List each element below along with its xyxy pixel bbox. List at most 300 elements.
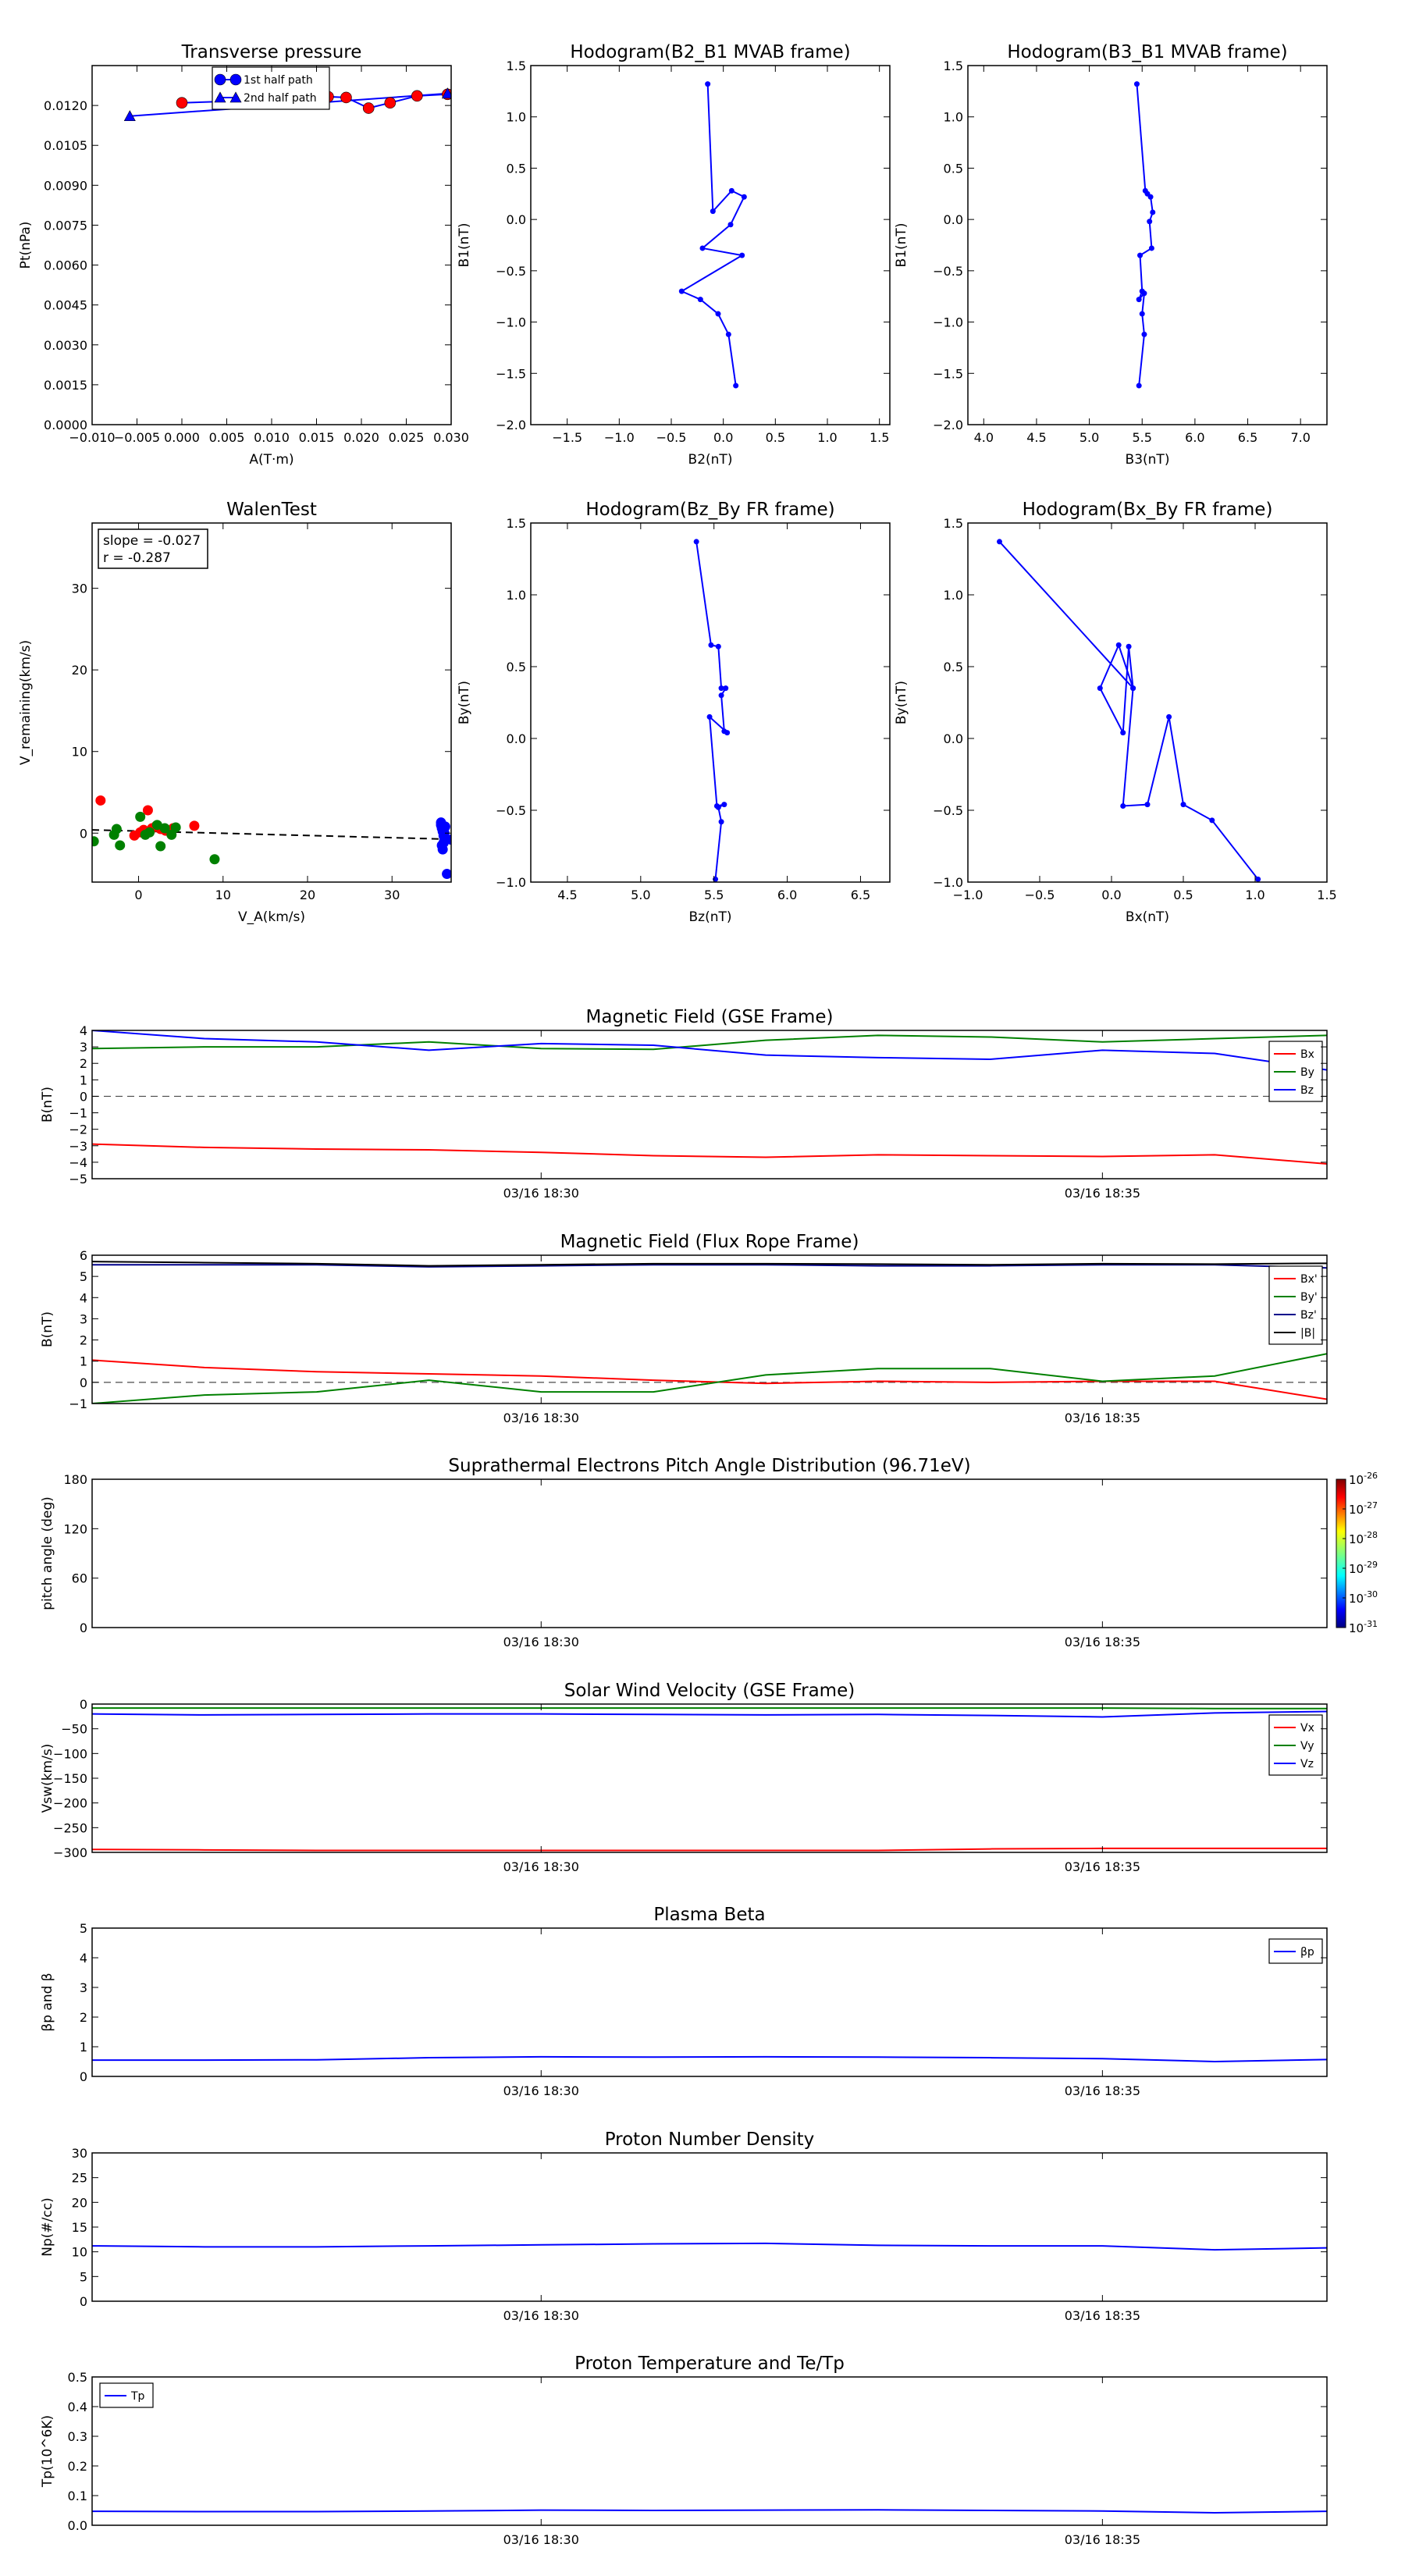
- mag_fr-time-tick-label: 03/16 18:30: [503, 1411, 579, 1425]
- pad-colorbar-label: $10^{-30}$: [1349, 1589, 1378, 1606]
- np-time-tick-label: 03/16 18:35: [1064, 2308, 1141, 2323]
- h21-data-point: [698, 297, 703, 302]
- h21-data-point: [742, 194, 747, 200]
- hzy-data-point: [713, 877, 718, 882]
- h31-chart: [894, 42, 1327, 468]
- h31-ytick-label: −0.5: [933, 263, 963, 279]
- walen-xtick-label: 0: [134, 888, 143, 902]
- hzy-data-point: [719, 692, 724, 698]
- walen-xtick-label: 20: [299, 888, 316, 902]
- vsw-ytick-label: −150: [53, 1771, 87, 1786]
- pad-ytick-label: 0: [79, 1621, 87, 1635]
- h21-ytick-label: −1.5: [496, 366, 526, 382]
- h31-xlabel: B3(nT): [1125, 452, 1170, 468]
- h21-frame: [531, 66, 890, 425]
- pt-ytick-label: 0.0000: [44, 418, 87, 432]
- np-time-tick-label: 03/16 18:30: [503, 2308, 579, 2323]
- beta-title: Plasma Beta: [653, 1905, 766, 1925]
- pad-colorbar: [1336, 1479, 1346, 1628]
- h21-xtick-label: −0.5: [656, 430, 687, 445]
- mag_fr-ytick-label: 2: [79, 1332, 87, 1348]
- vsw-ylabel: Vsw(km/s): [40, 1743, 55, 1813]
- walen-slope-label: slope = -0.027: [103, 533, 201, 549]
- np-series-line: [92, 2243, 1327, 2250]
- beta-ytick-label: 5: [79, 1921, 87, 1936]
- h31-data-point: [1148, 194, 1154, 200]
- pt-xtick-label: 0.005: [208, 430, 245, 445]
- hzy-xtick-label: 5.0: [631, 888, 651, 902]
- np-title: Proton Number Density: [604, 2129, 815, 2150]
- h21-ytick-label: 1.5: [506, 59, 526, 73]
- hxy-data-point: [1116, 642, 1122, 648]
- hxy-data-point: [1097, 685, 1103, 691]
- mag_fr-legend-label: Bz': [1300, 1309, 1317, 1322]
- h31-xtick-label: 6.0: [1185, 430, 1205, 445]
- pad-colorbar-label: $10^{-27}$: [1349, 1500, 1378, 1517]
- beta-time-tick-label: 03/16 18:35: [1064, 2083, 1141, 2098]
- vsw-title: Solar Wind Velocity (GSE Frame): [564, 1681, 855, 1701]
- mag_gse-legend-label: By: [1300, 1066, 1314, 1079]
- mag_gse-ytick-label: −5: [69, 1172, 87, 1187]
- h31-data-point: [1147, 219, 1152, 224]
- h31-data-point: [1141, 332, 1147, 337]
- tp-ytick-label: 0.2: [67, 2459, 87, 2474]
- mag_gse-ytick-label: 2: [79, 1056, 87, 1072]
- h31-ylabel: B1(nT): [894, 222, 909, 268]
- walen-ytick-label: 20: [71, 663, 87, 678]
- mag_fr-ytick-label: 5: [79, 1269, 87, 1285]
- mag_gse-ytick-label: −2: [69, 1122, 87, 1137]
- beta-ylabel: βp and β: [40, 1973, 55, 2032]
- beta-ytick-label: 0: [79, 2069, 87, 2084]
- pt-xlabel: A(T·m): [249, 452, 294, 468]
- h21-xtick-label: −1.5: [552, 430, 583, 445]
- h21-ytick-label: −0.5: [496, 263, 526, 279]
- hzy-ytick-label: 1.5: [506, 516, 526, 531]
- pt-xtick-label: 0.010: [254, 430, 290, 445]
- beta-frame: [92, 1928, 1327, 2076]
- mag_gse-ytick-label: 1: [79, 1073, 87, 1088]
- hzy-data-point: [708, 642, 713, 648]
- hzy-xtick-label: 5.5: [703, 888, 724, 902]
- np-ytick-label: 10: [71, 2244, 87, 2260]
- beta-legend-label: βp: [1300, 1946, 1314, 1959]
- h31-ytick-label: −2.0: [933, 418, 963, 432]
- beta-ytick-label: 2: [79, 2010, 87, 2025]
- vsw-ytick-label: −50: [61, 1721, 87, 1737]
- vsw-ytick-label: 0: [79, 1697, 87, 1712]
- mag_gse-ylabel: B(nT): [40, 1086, 55, 1123]
- vsw-series-Vx: [92, 1848, 1327, 1851]
- vsw-ytick-label: −250: [53, 1820, 87, 1836]
- hzy-xtick-label: 4.5: [557, 888, 578, 902]
- h21-plot-area: [679, 81, 747, 388]
- walen-data-point: [155, 841, 165, 852]
- mag_gse-series-Bz: [92, 1030, 1327, 1070]
- h21-series-line: [681, 84, 744, 386]
- mag_gse-plot-area: [92, 1030, 1327, 1164]
- pad-frame: [92, 1479, 1327, 1628]
- h21-data-point: [710, 208, 716, 214]
- hxy-xtick-label: 0.5: [1173, 888, 1193, 902]
- hxy-ytick-label: 0.0: [943, 731, 963, 746]
- mag_gse-title: Magnetic Field (GSE Frame): [585, 1007, 834, 1027]
- pt-ytick-label: 0.0030: [44, 337, 87, 353]
- h21-data-point: [739, 253, 745, 258]
- tp-chart: [40, 2354, 1327, 2547]
- h31-data-point: [1134, 81, 1140, 87]
- h21-title: Hodogram(B2_B1 MVAB frame): [570, 42, 851, 62]
- pad-title: Suprathermal Electrons Pitch Angle Distribution (96.71eV): [448, 1456, 971, 1476]
- hxy-data-point: [1145, 802, 1151, 807]
- pt-ytick-label: 0.0060: [44, 258, 87, 273]
- pt-ytick-label: 0.0090: [44, 178, 87, 194]
- hzy-title: Hodogram(Bz_By FR frame): [585, 500, 835, 520]
- pad-colorbar-exponent: -26: [1364, 1471, 1378, 1481]
- h21-data-point: [700, 245, 706, 251]
- pt-ylabel: Pt(nPa): [18, 221, 34, 269]
- mag_gse-ytick-label: 4: [79, 1023, 87, 1038]
- vsw-time-tick-label: 03/16 18:35: [1064, 1859, 1141, 1874]
- pt-xtick-label: 0.025: [388, 430, 425, 445]
- h31-data-point: [1140, 311, 1145, 317]
- h21-data-point: [728, 222, 734, 227]
- walen-data-point: [189, 820, 199, 831]
- hzy-ytick-label: 1.0: [506, 588, 526, 603]
- walen-data-point: [209, 854, 219, 864]
- h31-ytick-label: 1.0: [943, 109, 963, 125]
- hxy-xlabel: Bx(nT): [1125, 909, 1170, 925]
- tp-plot-area: [92, 2510, 1327, 2513]
- hzy-ytick-label: −0.5: [496, 803, 526, 818]
- tp-series-Tp: [92, 2510, 1327, 2513]
- pt-chart: [18, 42, 469, 468]
- beta-time-tick-label: 03/16 18:30: [503, 2083, 579, 2098]
- mag_fr-chart: [40, 1232, 1327, 1425]
- pt-xtick-label: −0.005: [113, 430, 161, 445]
- np-ylabel: Np(#/cc): [40, 2197, 55, 2257]
- pad-ytick-label: 60: [71, 1571, 87, 1586]
- vsw-legend-label: Vy: [1300, 1740, 1314, 1752]
- mag_fr-ytick-label: 6: [79, 1248, 87, 1263]
- h21-ylabel: B1(nT): [457, 222, 472, 268]
- tp-ytick-label: 0.5: [67, 2370, 87, 2385]
- vsw-legend-label: Vx: [1300, 1722, 1314, 1735]
- vsw-series-Vy: [92, 1708, 1327, 1709]
- pad-colorbar-exponent: -28: [1364, 1530, 1378, 1540]
- walen-plot-area: [89, 795, 457, 879]
- hxy-ylabel: By(nT): [894, 680, 909, 725]
- hxy-ytick-label: 1.0: [943, 588, 963, 603]
- hxy-data-point: [997, 539, 1002, 544]
- hzy-frame: [531, 523, 890, 882]
- h31-plot-area: [1134, 81, 1155, 388]
- h31-xtick-label: 5.5: [1132, 430, 1152, 445]
- walen-data-point: [112, 824, 122, 834]
- walen-xtick-label: 30: [384, 888, 400, 902]
- h31-xtick-label: 4.5: [1026, 430, 1047, 445]
- walen-xlabel: V_A(km/s): [237, 909, 306, 925]
- pad-ylabel: pitch angle (deg): [40, 1496, 55, 1610]
- walen-ytick-label: 10: [71, 744, 87, 760]
- pad-ytick-label: 180: [63, 1472, 87, 1487]
- h31-xtick-label: 5.0: [1079, 430, 1100, 445]
- mag_fr-legend-label: Bx': [1300, 1273, 1318, 1286]
- walen-ytick-label: 0: [79, 826, 87, 841]
- h31-data-point: [1136, 383, 1142, 389]
- walen-data-point: [171, 822, 181, 832]
- h31-ytick-label: −1.5: [933, 366, 963, 382]
- pad-colorbar-label: $10^{-31}$: [1349, 1619, 1378, 1635]
- walen-chart: [18, 500, 457, 925]
- hzy-data-point: [716, 805, 721, 810]
- np-ytick-label: 20: [71, 2195, 87, 2211]
- pt-data-point: [340, 92, 351, 103]
- mag_gse-series-By: [92, 1035, 1327, 1049]
- np-ytick-label: 25: [71, 2170, 87, 2186]
- mag_gse-time-tick-label: 03/16 18:30: [503, 1186, 579, 1201]
- vsw-legend-label: Vz: [1300, 1758, 1314, 1770]
- walen-annotation: [98, 529, 208, 568]
- pt-xtick-label: 0.020: [343, 430, 379, 445]
- pad-colorbar-exponent: -30: [1364, 1589, 1378, 1599]
- mag_gse-ytick-label: −1: [69, 1105, 87, 1121]
- walen-ytick-label: 30: [71, 581, 87, 596]
- beta-ytick-label: 3: [79, 1980, 87, 1995]
- hzy-data-point: [721, 802, 727, 807]
- mag_gse-time-tick-label: 03/16 18:35: [1064, 1186, 1141, 1201]
- hxy-series-line: [999, 542, 1257, 879]
- walen-ylabel: V_remaining(km/s): [18, 639, 34, 766]
- pt-data-point: [363, 103, 374, 114]
- h31-ytick-label: 0.5: [943, 161, 963, 176]
- hxy-data-point: [1166, 714, 1172, 720]
- hxy-chart: [894, 500, 1337, 925]
- hzy-chart: [457, 500, 890, 925]
- walen-data-point: [115, 840, 125, 850]
- mag_fr-ytick-label: 0: [79, 1375, 87, 1390]
- walen-data-point: [436, 817, 446, 827]
- pt-legend-label: 2nd half path: [244, 92, 317, 105]
- hzy-xtick-label: 6.0: [777, 888, 798, 902]
- walen-title: WalenTest: [226, 500, 317, 520]
- hzy-data-point: [694, 539, 699, 544]
- beta-ytick-label: 4: [79, 1951, 87, 1966]
- h21-ytick-label: −2.0: [496, 418, 526, 432]
- pt-legend-marker: [215, 74, 226, 85]
- hxy-xtick-label: −0.5: [1024, 888, 1055, 902]
- mag_gse-legend-label: Bz: [1300, 1084, 1314, 1097]
- vsw-ytick-label: −200: [53, 1795, 87, 1811]
- h31-series-line: [1136, 84, 1152, 386]
- h21-data-point: [705, 81, 710, 87]
- mag_fr-series-Bz: [92, 1265, 1327, 1268]
- pad-colorbar-exponent: -31: [1364, 1619, 1378, 1629]
- pad-colorbar-exponent: -29: [1364, 1560, 1378, 1570]
- pad-colorbar-label: $10^{-29}$: [1349, 1560, 1378, 1576]
- tp-frame: [92, 2377, 1327, 2525]
- hzy-xlabel: Bz(nT): [688, 909, 732, 925]
- tp-legend-label: Tp: [131, 2390, 145, 2403]
- hzy-ytick-label: −1.0: [496, 875, 526, 890]
- pad-ytick-label: 120: [63, 1521, 87, 1537]
- tp-title: Proton Temperature and Te/Tp: [574, 2354, 845, 2374]
- hzy-series-line: [696, 542, 727, 879]
- h21-ytick-label: 1.0: [506, 109, 526, 125]
- pt-ytick-label: 0.0015: [44, 377, 87, 393]
- h21-data-point: [716, 311, 721, 317]
- vsw-ytick-label: −100: [53, 1746, 87, 1762]
- tp-time-tick-label: 03/16 18:35: [1064, 2532, 1141, 2547]
- walen-data-point: [442, 869, 452, 879]
- pt-ytick-label: 0.0120: [44, 98, 87, 114]
- mag_fr-legend-label: |B|: [1300, 1327, 1316, 1340]
- beta-plot-area: [92, 2057, 1327, 2062]
- np-ytick-label: 30: [71, 2146, 87, 2161]
- hxy-title: Hodogram(Bx_By FR frame): [1022, 500, 1273, 520]
- pad-time-tick-label: 03/16 18:30: [503, 1635, 579, 1649]
- hxy-data-point: [1130, 685, 1136, 691]
- walen-data-point: [135, 812, 145, 822]
- h31-data-point: [1150, 209, 1155, 215]
- beta-series-p: [92, 2057, 1327, 2062]
- hxy-data-point: [1120, 730, 1126, 735]
- h31-data-point: [1149, 245, 1154, 251]
- mag_gse-ytick-label: −3: [69, 1138, 87, 1154]
- h21-ytick-label: −1.0: [496, 315, 526, 330]
- pt-frame: [92, 66, 451, 425]
- h31-ytick-label: 1.5: [943, 59, 963, 73]
- vsw-series-Vz: [92, 1712, 1327, 1717]
- hxy-ytick-label: −0.5: [933, 803, 963, 818]
- hzy-data-point: [707, 714, 713, 720]
- h21-data-point: [679, 289, 685, 294]
- pt-xtick-label: 0.015: [298, 430, 335, 445]
- hxy-frame: [968, 523, 1327, 882]
- h21-data-point: [729, 188, 735, 194]
- walen-xtick-label: 10: [215, 888, 231, 902]
- hxy-ytick-label: 1.5: [943, 516, 963, 531]
- h31-ytick-label: −1.0: [933, 315, 963, 330]
- h21-xtick-label: 1.0: [817, 430, 838, 445]
- mag_fr-time-tick-label: 03/16 18:35: [1064, 1411, 1141, 1425]
- pad-time-tick-label: 03/16 18:35: [1064, 1635, 1141, 1649]
- beta-chart: [40, 1905, 1327, 2098]
- mag_fr-ytick-label: 1: [79, 1354, 87, 1369]
- pt-ytick-label: 0.0045: [44, 297, 87, 313]
- vsw-plot-area: [92, 1708, 1327, 1850]
- np-ytick-label: 15: [71, 2220, 87, 2235]
- np-ytick-label: 0: [79, 2294, 87, 2309]
- h31-ytick-label: 0.0: [943, 212, 963, 228]
- h21-xtick-label: −1.0: [603, 430, 635, 445]
- np-ytick-label: 5: [79, 2269, 87, 2285]
- h31-data-point: [1141, 290, 1147, 296]
- tp-ylabel: Tp(10^6K): [40, 2414, 55, 2488]
- mag_fr-series-By: [92, 1354, 1327, 1404]
- mag_gse-series-Bx: [92, 1144, 1327, 1164]
- hxy-xtick-label: 0.0: [1101, 888, 1122, 902]
- hzy-ytick-label: 0.5: [506, 660, 526, 674]
- mag_gse-ytick-label: 3: [79, 1040, 87, 1055]
- hxy-plot-area: [997, 539, 1261, 881]
- tp-time-tick-label: 03/16 18:30: [503, 2532, 579, 2547]
- walen-r-label: r = -0.287: [103, 550, 171, 566]
- pt-ytick-label: 0.0075: [44, 218, 87, 233]
- mag_gse-ytick-label: −4: [69, 1155, 87, 1170]
- hxy-xtick-label: 1.5: [1317, 888, 1337, 902]
- mag_gse-chart: [40, 1007, 1327, 1201]
- pad-colorbar-exponent: -27: [1364, 1500, 1378, 1510]
- h31-xtick-label: 7.0: [1290, 430, 1311, 445]
- h31-frame: [968, 66, 1327, 425]
- h21-xtick-label: 0.0: [713, 430, 734, 445]
- h31-title: Hodogram(B3_B1 MVAB frame): [1007, 42, 1288, 62]
- hxy-xtick-label: 1.0: [1245, 888, 1265, 902]
- mag_fr-legend-label: By': [1300, 1291, 1318, 1304]
- hzy-xtick-label: 6.5: [850, 888, 871, 902]
- hxy-data-point: [1120, 803, 1126, 809]
- pt-legend-label: 1st half path: [244, 74, 313, 87]
- h21-ytick-label: 0.0: [506, 212, 526, 228]
- hxy-data-point: [1255, 877, 1261, 882]
- pt-title: Transverse pressure: [181, 42, 362, 62]
- mag_fr-ytick-label: 3: [79, 1311, 87, 1327]
- walen-data-point: [89, 836, 99, 846]
- hzy-ylabel: By(nT): [457, 680, 472, 725]
- pad-chart: [40, 1456, 1378, 1649]
- hzy-ytick-label: 0.0: [506, 731, 526, 746]
- h31-data-point: [1136, 297, 1142, 302]
- tp-ytick-label: 0.4: [67, 2400, 87, 2414]
- pt-xtick-label: 0.000: [164, 430, 200, 445]
- h21-chart: [457, 42, 890, 468]
- h21-ytick-label: 0.5: [506, 161, 526, 176]
- mag_gse-legend-label: Bx: [1300, 1048, 1314, 1061]
- h31-data-point: [1137, 253, 1143, 258]
- h21-data-point: [726, 332, 731, 337]
- hzy-data-point: [724, 730, 730, 735]
- vsw-frame: [92, 1704, 1327, 1852]
- mag_fr-ytick-label: −1: [69, 1397, 87, 1411]
- hzy-plot-area: [694, 539, 730, 881]
- mag_fr-title: Magnetic Field (Flux Rope Frame): [560, 1232, 859, 1252]
- h21-xlabel: B2(nT): [688, 452, 733, 468]
- mag_fr-ylabel: B(nT): [40, 1311, 55, 1348]
- vsw-ytick-label: −300: [53, 1845, 87, 1860]
- h21-data-point: [733, 383, 738, 389]
- pt-data-point: [176, 98, 187, 109]
- h21-xtick-label: 1.5: [869, 430, 890, 445]
- mag_gse-ytick-label: 0: [79, 1089, 87, 1105]
- pt-xtick-label: 0.030: [433, 430, 469, 445]
- hzy-data-point: [716, 644, 721, 649]
- hxy-xtick-label: −1.0: [952, 888, 984, 902]
- pt-legend-marker: [230, 74, 241, 85]
- walen-data-point: [144, 827, 155, 838]
- mag_fr-plot-area: [92, 1261, 1327, 1404]
- tp-ytick-label: 0.3: [67, 2429, 87, 2444]
- mag_fr-ytick-label: 4: [79, 1290, 87, 1306]
- h31-xtick-label: 4.0: [973, 430, 994, 445]
- hxy-ytick-label: −1.0: [933, 875, 963, 890]
- pt-ytick-label: 0.0105: [44, 138, 87, 154]
- hxy-ytick-label: 0.5: [943, 660, 963, 674]
- beta-ytick-label: 1: [79, 2040, 87, 2055]
- hxy-data-point: [1126, 644, 1132, 649]
- np-plot-area: [92, 2243, 1327, 2250]
- pt-xtick-label: −0.010: [69, 430, 116, 445]
